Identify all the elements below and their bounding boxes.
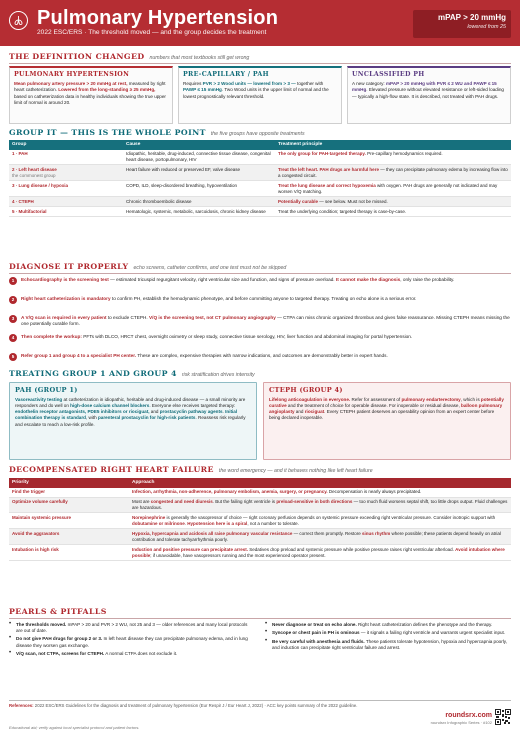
rhf-note: the word emergency — and it behaves nothing like left heart failure bbox=[218, 468, 373, 474]
pearls-section-header bbox=[9, 607, 107, 617]
card-title: UNCLASSIFIED PH bbox=[352, 71, 425, 78]
bullet-icon: • bbox=[265, 629, 268, 636]
priority-cell: Avoid the aggravators bbox=[9, 529, 129, 545]
treatment-cell: Treat the lung disease and correct hypoxemia with oxygen. PAH drugs are generally not indicated and may worsen V/Q matching. bbox=[275, 181, 511, 197]
table-row bbox=[9, 545, 511, 561]
card-title: PRE-CAPILLARY / PAH bbox=[183, 71, 269, 78]
cause-cell: Hematologic, systemic, metabolic, sarcoidosis, chronic kidney disease bbox=[123, 207, 275, 217]
list-item: • The thresholds moved. mPAP > 20 and PVR > 2 WU, not 25 and 3 — older references and many local protocols are out of date. bbox=[9, 621, 248, 634]
section-divider bbox=[9, 63, 511, 64]
threshold-badge-sub: lowered from 25 bbox=[467, 23, 506, 30]
pah-treatment-box bbox=[9, 382, 257, 460]
box-title: CTEPH (GROUP 4) bbox=[269, 386, 343, 394]
table-row bbox=[9, 197, 511, 207]
table-row bbox=[9, 207, 511, 217]
group-cell: 3 · Lung disease / hypoxia bbox=[9, 181, 123, 197]
list-item: • Do not give PAH drugs for group 2 or 3. In left heart disease they can precipitate pulmonary edema, and in lung disease they worsen gas exchange. bbox=[9, 635, 248, 648]
section-divider bbox=[9, 618, 511, 619]
card-body: Requires PVR > 2 Wood units — lowered from > 3 — together with PAWP ≤ 15 mmHg. Two Wood units is the upper limit of normal and the lowest prognostically relevant threshold. bbox=[183, 81, 329, 99]
treating-note: risk stratification drives intensity bbox=[181, 372, 255, 378]
page-title: Pulmonary Hypertension bbox=[37, 7, 279, 29]
cause-cell: COPD, ILD, sleep-disordered breathing, hypoventilation bbox=[123, 181, 275, 197]
qr-code-icon bbox=[495, 709, 511, 725]
approach-cell: Hypoxia, hypercapnia and acidosis all raise pulmonary vascular resistance — correct them promptly. Restore sinus rhythm where possible; these patients depend heavily on atrial contribution and tolerate tachyarrhythmia poorly. bbox=[129, 529, 511, 545]
priority-cell: Find the trigger bbox=[9, 488, 129, 498]
groups-title: GROUP IT — THIS IS THE WHOLE POINT bbox=[9, 128, 206, 137]
groups-note: the five groups have opposite treatments bbox=[210, 131, 305, 137]
approach-cell: Norepinephrine is generally the vasopressor of choice — right coronary perfusion depends on systemic pressure exceeding right ventricular pressure. Consider inotropic support with dobutamine or milrinone. Hypotension here is a spiral, not a number to tolerate. bbox=[129, 513, 511, 529]
priority-cell: Maintain systemic pressure bbox=[9, 513, 129, 529]
bullet-icon: • bbox=[9, 621, 12, 627]
definition-section-header bbox=[9, 52, 249, 62]
diagnose-step-1 bbox=[9, 277, 511, 285]
step-text: Refer group 1 and group 4 to a specialist PH center. These are complex, expensive therapies with narrow indications, and outcomes are demonstrably better in expert hands. bbox=[21, 353, 388, 358]
footer-divider bbox=[9, 700, 511, 701]
cteph-treatment-box bbox=[263, 382, 511, 460]
threshold-badge-main: mPAP > 20 mmHg bbox=[438, 13, 506, 22]
approach-cell: Induction and positive pressure can precipitate arrest. Sedatives drop preload and systemic pressure while positive pressure raises right ventricular afterload. Avoid intubation where possible; if unavoidable, have vasopressors running and the most experienced operator present. bbox=[129, 545, 511, 561]
step-text: A V/Q scan is required in every patient to exclude CTEPH. V/Q is the screening test, not CT pulmonary angiography — CTPA can miss chronic organized thrombus and gives false reassurance. Missing CTEPH means missing the one potentially curable form. bbox=[21, 315, 510, 327]
column-header: Priority bbox=[9, 478, 129, 488]
step-number: 3 bbox=[9, 315, 17, 323]
diagnose-step-5 bbox=[9, 353, 511, 361]
diagnose-title: DIAGNOSE IT PROPERLY bbox=[9, 262, 129, 271]
group-cell: 4 · CTEPH bbox=[9, 197, 123, 207]
card-title: PULMONARY HYPERTENSION bbox=[14, 71, 130, 78]
bullet-icon: • bbox=[265, 621, 268, 627]
treatment-cell: The only group for PAH-targeted therapy. Pre-capillary hemodynamics required. bbox=[275, 150, 511, 165]
pearls-right-column bbox=[265, 622, 511, 653]
disclaimer: Educational aid; verify against local specialist protocol and patient factors. bbox=[9, 725, 140, 730]
references: References: 2022 ESC/ERS Guidelines for the diagnosis and treatment of pulmonary hypertension (Eur Respir J / Eur Heart J, 2022) · ACC key points summary of the 2022 guideline. bbox=[9, 703, 358, 708]
table-row bbox=[9, 181, 511, 197]
treating-section-header bbox=[9, 369, 255, 379]
threshold-badge bbox=[413, 10, 511, 38]
list-item: • Be very careful with anesthesia and fluids. These patients tolerate hypotension, hypoxia and hypercapnia poorly, and induction can precipitate right ventricular failure and arrest. bbox=[265, 637, 508, 650]
treatment-cell: Potentially curable — see below. Must not be missed. bbox=[275, 197, 511, 207]
column-header: Group bbox=[9, 140, 123, 150]
rhf-section-header bbox=[9, 465, 373, 475]
bullet-icon: • bbox=[9, 649, 12, 656]
cause-cell: Heart failure with reduced or preserved EF, valve disease bbox=[123, 165, 275, 181]
group-cell: 1 · PAH bbox=[9, 150, 123, 165]
step-text: Echocardiography is the screening test — estimated tricuspid regurgitant velocity, right ventricular size and function, and signs of pressure overload. It cannot make the diagnosis, only raise the probability. bbox=[21, 277, 455, 282]
definition-title: THE DEFINITION CHANGED bbox=[9, 52, 145, 61]
treatment-cell: Treat the left heart. PAH drugs are harmful here — they can precipitate pulmonary edema by increasing flow into a congested circuit. bbox=[275, 165, 511, 181]
table-row bbox=[9, 529, 511, 545]
table-row bbox=[9, 513, 511, 529]
column-header: Cause bbox=[123, 140, 275, 150]
column-header: Approach bbox=[129, 478, 511, 488]
cause-cell: Idiopathic, heritable, drug-induced, connective tissue disease, congenital heart disease, portopulmonary, HIV bbox=[123, 150, 275, 165]
pearls-title: PEARLS & PITFALLS bbox=[9, 607, 107, 616]
step-number: 4 bbox=[9, 334, 17, 342]
approach-cell: Infection, arrhythmia, non-adherence, pulmonary embolism, anemia, surgery, or pregnancy. Decompensation is nearly always precipitated. bbox=[129, 488, 511, 498]
priority-cell: Optimize volume carefully bbox=[9, 497, 129, 513]
step-number: 1 bbox=[9, 277, 17, 285]
step-text: Right heart catheterization is mandatory to confirm PH, establish the hemodynamic phenotype, and before committing anyone to targeted therapy. Treating on echo alone is a serious error. bbox=[21, 296, 417, 301]
definition-card-precapillary bbox=[178, 66, 342, 124]
list-item: • V/Q scan, not CTPA, screens for CTEPH. A normal CTPA does not exclude it. bbox=[9, 649, 178, 656]
card-body: Mean pulmonary artery pressure > 20 mmHg at rest, measured by right heart catheterization. Lowered from the long-standing ≥ 25 mmHg, based on catheterization data in healthy individuals showing the true upper limit of normal is around 20. bbox=[14, 81, 166, 105]
column-header: Treatment principle bbox=[275, 140, 511, 150]
definition-card-ph bbox=[9, 66, 173, 124]
table-row bbox=[9, 165, 511, 181]
groups-section-header bbox=[9, 128, 305, 138]
box-body: Vasoreactivity testing at catheterization in idiopathic, heritable and drug-induced disease — a small minority are responders and do well on high-dose calcium channel blockers. Everyone else receives targeted therapy: endothelin receptor antagonists, PDE5 inhibitors or riociguat, and prostacyclin pathway agents. Initial combination therapy is standard, with parenteral prostacyclin for high-risk patients. Reassess risk regularly and escalate to reach a low-risk profile. bbox=[15, 396, 246, 427]
series-label: roundsrx Infographic Series · #102 bbox=[430, 720, 492, 725]
definition-card-unclassified bbox=[347, 66, 511, 124]
table-row bbox=[9, 150, 511, 165]
priority-cell: Intubation is high risk bbox=[9, 545, 129, 561]
diagnose-note: echo screens, catheter confirms, and one test must not be skipped bbox=[133, 265, 287, 271]
approach-cell: Most are congested and need diuresis. But the failing right ventricle is preload-sensitive in both directions — too much fluid worsens septal shift, too little drops output. Fluid challenges are hazardous. bbox=[129, 497, 511, 513]
bullet-icon: • bbox=[265, 637, 268, 644]
bullet-icon: • bbox=[9, 635, 12, 642]
diagnose-step-4 bbox=[9, 334, 511, 342]
diagnose-section-header bbox=[9, 262, 286, 272]
definition-note: numbers that most textbooks still get wrong bbox=[149, 55, 250, 61]
card-body: A new category: mPAP > 20 mmHg with PVR ≤ 2 WU and PAWP ≤ 15 mmHg. Elevated pressure without elevated resistance or left-sided loading — typically a high-flow state. It is described, not treated with PAH drugs. bbox=[352, 81, 504, 99]
table-row bbox=[9, 497, 511, 513]
box-title: PAH (GROUP 1) bbox=[15, 386, 78, 394]
rhf-title: DECOMPENSATED RIGHT HEART FAILURE bbox=[9, 465, 214, 474]
table-row bbox=[9, 488, 511, 498]
diagnose-step-3 bbox=[9, 315, 511, 328]
cause-cell: Chronic thromboembolic disease bbox=[123, 197, 275, 207]
header-banner bbox=[0, 0, 520, 46]
site-link[interactable]: roundsrx.com bbox=[445, 712, 492, 719]
section-divider bbox=[9, 273, 511, 274]
treatment-cell: Treat the underlying condition; targeted therapy is case-by-case. bbox=[275, 207, 511, 217]
page-subtitle: 2022 ESC/ERS · The threshold moved — and the group decides the treatment bbox=[37, 29, 267, 36]
step-number: 5 bbox=[9, 353, 17, 361]
pearls-left-column bbox=[9, 622, 255, 659]
list-item: • Never diagnose or treat on echo alone. Right heart catheterization defines the phenotype and the therapy. bbox=[265, 621, 493, 627]
step-text: Then complete the workup: PFTs with DLCO, HRCT chest, overnight oximetry or sleep study, connective tissue serology, HIV, liver function and abdominal imaging for portal hypertension. bbox=[21, 334, 413, 339]
treating-title: TREATING GROUP 1 AND GROUP 4 bbox=[9, 369, 177, 378]
group-cell: 2 · Left heart disease the commonest group bbox=[9, 165, 123, 181]
groups-table bbox=[9, 140, 511, 217]
step-number: 2 bbox=[9, 296, 17, 304]
list-item: • Syncope or chest pain in PH is ominous — it signals a failing right ventricle and warrants urgent specialist input. bbox=[265, 629, 506, 636]
group-cell: 5 · Multifactorial bbox=[9, 207, 123, 217]
diagnose-step-2 bbox=[9, 296, 511, 304]
rhf-table bbox=[9, 478, 511, 561]
table-header-row bbox=[9, 478, 511, 488]
table-header-row bbox=[9, 140, 511, 150]
box-body: Lifelong anticoagulation in everyone. Refer for assessment of pulmonary endarterectomy, which is potentially curative and the treatment of choice for operable disease. For inoperable or residual disease, balloon pulmonary angioplasty and riociguat. Every CTEPH patient deserves an operability opinion from an expert center before being declared inoperable. bbox=[269, 396, 504, 421]
lungs-heart-icon bbox=[9, 11, 28, 30]
